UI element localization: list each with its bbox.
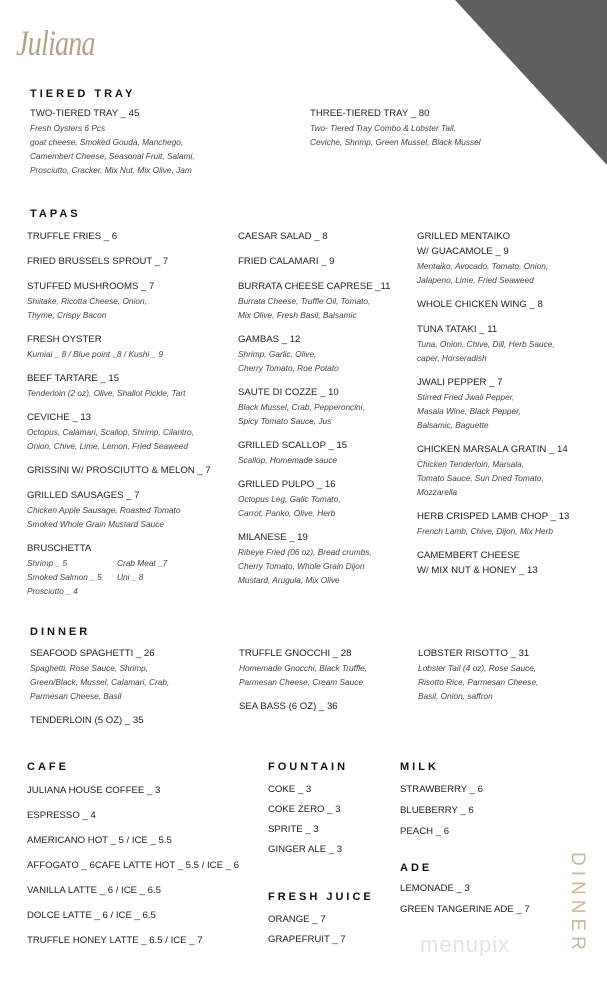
item-description: Shiitake, Ricotta Cheese, Onion,	[27, 296, 147, 306]
item-description: Chicken Tenderloin, Marsala,	[417, 459, 525, 469]
item-title: SEA BASS (6 OZ) _ 36	[239, 701, 338, 712]
item-description: Octopus, Calamari, Scallop, Shrimp, Cilantro,	[27, 427, 194, 437]
bruschetta-option: Shrimp _ 5	[27, 558, 68, 568]
item-description: Burrata Cheese, Truffle Oil, Tomato,	[238, 296, 371, 306]
item-title: W/ GUACAMOLE _ 9	[417, 246, 509, 257]
item-title: GAMBAS _ 12	[238, 334, 301, 345]
item-title: SEAFOOD SPAGHETTI _ 26	[30, 648, 155, 659]
drink-item: ORANGE _ 7	[268, 914, 326, 925]
item-title: TENDERLOIN (5 OZ) _ 35	[30, 715, 144, 726]
item-title: FRIED BRUSSELS SPROUT _ 7	[27, 256, 169, 267]
item-description: Octopus Leg, Galic Tomato,	[238, 494, 341, 504]
item-title: TWO-TIERED TRAY _ 45	[30, 108, 140, 119]
item-description: Fresh Oysters 6 Pcs	[30, 123, 106, 133]
drink-item: VANILLA LATTE _ 6 / ICE _ 6.5	[27, 885, 162, 896]
item-description: Kumiai _ 8 / Blue point _8 / Kushi _ 9	[27, 349, 164, 359]
item-description: Mix Olive, Fresh Basil, Balsamic	[238, 310, 357, 320]
menu-item	[238, 530, 390, 587]
item-description: Spaghetti, Rose Sauce, Shrimp,	[30, 663, 149, 673]
item-description: caper, Horseradish	[417, 353, 487, 363]
menu-item	[238, 438, 390, 467]
item-description: Spicy Tomato Sauce, Jus	[238, 416, 332, 426]
drink-item: GINGER ALE _ 3	[268, 844, 343, 855]
menu-item	[238, 279, 390, 322]
item-title: GRISSINI W/ PROSCIUTTO & MELON _ 7	[27, 465, 211, 476]
drink-item: COKE _ 3	[268, 784, 312, 795]
menu-item	[30, 106, 195, 177]
fresh-juice-list	[268, 912, 346, 952]
item-title: BEEF TARTARE _ 15	[27, 373, 120, 384]
menu-item	[418, 646, 538, 703]
bruschetta-option: Uni _ 8	[117, 572, 144, 582]
item-title: HERB CRISPED LAMB CHOP _ 13	[417, 511, 570, 522]
tiered-col-1	[30, 106, 195, 187]
menu-item	[239, 646, 367, 689]
tapas-column-3	[417, 229, 569, 588]
item-title: GRILLED SAUSAGES _ 7	[27, 490, 140, 501]
menu-item	[27, 488, 211, 531]
item-description: Mozzarella	[417, 487, 458, 497]
item-description: French Lamb, Chive, Dijon, Mix Herb	[417, 526, 554, 536]
dinner-column-1	[30, 646, 169, 738]
menu-item	[238, 229, 390, 244]
item-title: GRILLED PULPO _ 16	[238, 479, 336, 490]
item-description: Homemade Gnocchi, Black Truffle,	[239, 663, 368, 673]
fountain-list	[268, 782, 342, 862]
item-title: CHICKEN MARSALA GRATIN _ 14	[417, 444, 568, 455]
item-description: Smoked Whole Grain Mustard Sauce	[27, 519, 164, 529]
menu-item	[30, 646, 169, 703]
menu-item	[30, 713, 169, 728]
drink-item: SPRITE _ 3	[268, 824, 319, 835]
bruschetta-option: Smoked Salmon _ 5	[27, 572, 102, 582]
item-title: BURRATA CHEESE CAPRESE _11	[238, 281, 391, 292]
menu-item	[417, 375, 569, 432]
item-description: Black Mussel, Crab, Pepperoncini,	[238, 402, 365, 412]
item-title: TRUFFLE FRIES _ 6	[27, 231, 118, 242]
section-heading-ade: ADE	[400, 862, 433, 874]
section-heading-fountain: FOUNTAIN	[268, 761, 349, 773]
menu-item	[417, 297, 569, 312]
item-title: TRUFFLE GNOCCHI _ 28	[239, 648, 352, 659]
item-description: Scallop, Homemade sauce	[238, 455, 338, 465]
drink-item: BLUEBERRY _ 6	[400, 805, 474, 816]
menu-item	[27, 410, 211, 453]
watermark: menupix	[420, 932, 511, 957]
drink-item: AFFOGATO _ 6CAFE LATTE HOT _ 5.5 / ICE _ 6	[27, 860, 240, 871]
ade-list	[400, 881, 530, 923]
item-description: Green/Black, Mussel, Calamari, Crab,	[30, 677, 170, 687]
item-description: Jalapeno, Lime, Fried Seaweed	[417, 275, 534, 285]
menu-item	[238, 385, 390, 428]
item-description: Cherry Tomato, Whole Grain Dijon	[238, 561, 365, 571]
item-description: Balsamic, Baguette	[417, 420, 489, 430]
item-description: Masala Wine, Black Pepper,	[417, 406, 521, 416]
drink-item: ESPRESSO _ 4	[27, 810, 96, 821]
menu-item	[27, 254, 211, 269]
item-description: Prosciutto, Cracker, Mix Nut, Mix Olive, Jam	[30, 165, 192, 175]
drink-item: STRAWBERRY _ 6	[400, 784, 483, 795]
cafe-list	[27, 783, 239, 958]
item-description: Basil, Onion, saffron	[418, 691, 493, 701]
item-description: Cherry Tomato, Roe Potato	[238, 363, 339, 373]
menu-item	[310, 106, 481, 149]
menu-item	[27, 229, 211, 244]
bruschetta-option: Prosciutto _ 4	[27, 586, 78, 596]
bruschetta-option: Crab Meat _7	[117, 558, 168, 568]
drink-item: GRAPEFRUIT _ 7	[268, 934, 346, 945]
menu-item	[417, 509, 569, 538]
item-title: CEVICHE _ 13	[27, 412, 91, 423]
section-heading-fresh-juice: FRESH JUICE	[268, 891, 374, 903]
item-description: Tuna, Onion, Chive, Dill, Herb Sauce,	[417, 339, 555, 349]
item-description: Mentaiko, Avocado, Tomato, Onion,	[417, 261, 549, 271]
dinner-column-2	[239, 646, 367, 724]
tapas-column-1	[27, 229, 211, 608]
item-title: W/ MIX NUT & HONEY _ 13	[417, 565, 538, 576]
item-title: CAMEMBERT CHEESE	[417, 550, 521, 561]
item-title: TUNA TATAKI _ 11	[417, 324, 498, 335]
menu-item	[238, 254, 390, 269]
section-heading-milk: MILK	[400, 761, 439, 773]
item-description: Tomato Sauce, Sun Dried Tomato,	[417, 473, 544, 483]
item-description: Mustard, Arugula, Mix Olive	[238, 575, 340, 585]
item-description: goat cheese, Smoked Gouda, Manchego,	[30, 137, 184, 147]
section-heading-tapas: TAPAS	[30, 208, 81, 220]
item-title: GRILLED MENTAIKO	[417, 231, 511, 242]
section-heading-dinner: DINNER	[30, 626, 91, 638]
item-title: GRILLED SCALLOP _ 15	[238, 440, 348, 451]
item-description: Stirred Fried Jwali Pepper,	[417, 392, 515, 402]
restaurant-logo: Juliana	[16, 23, 95, 63]
item-description: Shrimp, Garlic, Olive,	[238, 349, 317, 359]
drink-item: AMERICANO HOT _ 5 / ICE _ 5.5	[27, 835, 172, 846]
section-heading-tiered-tray: TIERED TRAY	[30, 88, 136, 100]
drink-item: GREEN TANGERINE ADE _ 7	[400, 904, 530, 915]
tapas-column-2	[238, 229, 390, 597]
menu-item	[417, 229, 569, 287]
menu-item	[417, 442, 569, 499]
drink-item: DOLCE LATTE _ 6 / ICE _ 6.5	[27, 910, 156, 921]
item-description: Onion, Chive, Lime, Lemon, Fried Seaweed	[27, 441, 188, 451]
item-title: FRESH OYSTER	[27, 334, 102, 345]
item-description: Tenderloin (2 oz), Olive, Shallot Pickle, Tart	[27, 388, 186, 398]
item-description: Ribeye Fried (06 oz), Bread crumbs,	[238, 547, 372, 557]
drink-item: JULIANA HOUSE COFFEE _ 3	[27, 785, 161, 796]
menu-item	[417, 548, 569, 578]
drink-item: TRUFFLE HONEY LATTE _ 6.5 / ICE _ 7	[27, 935, 203, 946]
menu-item	[27, 371, 211, 400]
section-heading-cafe: CAFE	[27, 761, 69, 773]
menu-item	[417, 322, 569, 365]
menu-item-bruschetta	[27, 541, 211, 598]
item-title: STUFFED MUSHROOMS _ 7	[27, 281, 155, 292]
item-description: Risotto Rice, Parmesan Cheese,	[418, 677, 539, 687]
vertical-dinner-label: DINNER	[567, 852, 588, 955]
item-description: Parmesan Cheese, Basil	[30, 691, 122, 701]
item-title: BRUSCHETTA	[27, 543, 92, 554]
item-description: Chicken Apple Sausage, Roasted Tomato	[27, 505, 181, 515]
drink-item: COKE ZERO _ 3	[268, 804, 341, 815]
menu-item	[239, 699, 367, 714]
menu-item	[27, 463, 211, 478]
item-description: Two- Tiered Tray Combo & Lobster Tail,	[310, 123, 456, 133]
menu-item	[27, 279, 211, 322]
item-title: FRIED CALAMARI _ 9	[238, 256, 335, 267]
tapas-column-1-items	[27, 229, 211, 531]
menu-item	[238, 332, 390, 375]
item-title: THREE-TIERED TRAY _ 80	[310, 108, 430, 119]
item-title: LOBSTER RISOTTO _ 31	[418, 648, 530, 659]
item-description: Camembert Cheese, Seasonal Fruit, Salami,	[30, 151, 195, 161]
item-description: Parmesan Cheese, Cream Sauce	[239, 677, 364, 687]
item-title: JWALI PEPPER _ 7	[417, 377, 503, 388]
item-description: Ceviche, Shrimp, Green Mussel, Black Mussel	[310, 137, 481, 147]
drink-item: LEMONADE _ 3	[400, 883, 470, 894]
dinner-column-3	[418, 646, 538, 713]
menu-item	[27, 332, 211, 361]
menu-item	[238, 477, 390, 520]
item-title: MILANESE _ 19	[238, 532, 308, 543]
item-description: Lobster Tail (4 oz), Rose Sauce,	[418, 663, 537, 673]
item-description: Thyme, Crispy Bacon	[27, 310, 107, 320]
item-title: CAESAR SALAD _ 8	[238, 231, 328, 242]
item-title: WHOLE CHICKEN WING _ 8	[417, 299, 543, 310]
milk-list	[400, 782, 483, 845]
item-title: SAUTE DI COZZE _ 10	[238, 387, 339, 398]
drink-item: PEACH _ 6	[400, 826, 450, 837]
tiered-col-2	[310, 106, 481, 159]
item-description: Carrot, Panko, Olive, Herb	[238, 508, 336, 518]
